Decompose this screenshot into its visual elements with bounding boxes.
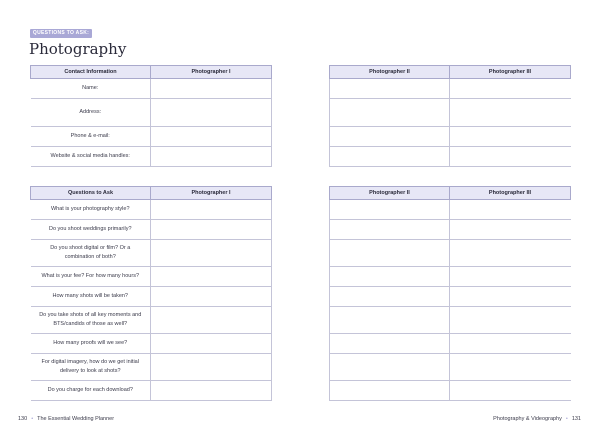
input-cell[interactable] <box>151 99 272 127</box>
input-cell[interactable] <box>151 79 272 99</box>
table-row <box>330 220 571 240</box>
input-cell[interactable] <box>330 381 450 401</box>
table-row <box>31 200 272 220</box>
question-label: For digital imagery, how do we get initial delivery to look at shots? <box>31 354 151 381</box>
table-header-row <box>330 187 571 200</box>
table-row <box>31 240 272 267</box>
column-header-photographer-1: Photographer I <box>151 66 272 79</box>
question-label: Do you take shots of all key moments and BTS/candids of those as well? <box>31 307 151 334</box>
row-label-phone-email: Phone & e-mail: <box>31 127 151 147</box>
questions-table-right <box>329 186 571 401</box>
question-label: What is your photography style? <box>31 200 151 220</box>
book-title: The Essential Wedding Planner <box>37 416 115 422</box>
table-row <box>31 307 272 334</box>
table-row <box>330 147 571 167</box>
input-cell[interactable] <box>450 307 571 334</box>
table-row <box>330 79 571 99</box>
table-row <box>31 220 272 240</box>
input-cell[interactable] <box>330 127 450 147</box>
input-cell[interactable] <box>450 381 571 401</box>
table-header-row <box>31 187 272 200</box>
input-cell[interactable] <box>330 287 450 307</box>
table-row <box>31 334 272 354</box>
column-header-photographer-2: Photographer II <box>330 66 450 79</box>
section-tag: QUESTIONS TO ASK: <box>30 29 92 38</box>
input-cell[interactable] <box>330 79 450 99</box>
input-cell[interactable] <box>151 307 272 334</box>
input-cell[interactable] <box>450 287 571 307</box>
input-cell[interactable] <box>450 99 571 127</box>
table-row <box>31 99 272 127</box>
table-row <box>31 354 272 381</box>
input-cell[interactable] <box>330 99 450 127</box>
table-header-row <box>31 66 272 79</box>
table-row <box>330 354 571 381</box>
input-cell[interactable] <box>450 127 571 147</box>
input-cell[interactable] <box>151 127 272 147</box>
input-cell[interactable] <box>450 334 571 354</box>
column-header-photographer-2: Photographer II <box>330 187 450 200</box>
question-label: How many proofs will we see? <box>31 334 151 354</box>
question-label: What is your fee? For how many hours? <box>31 267 151 287</box>
table-row <box>31 287 272 307</box>
separator-dot: • <box>565 416 568 422</box>
table-row <box>330 381 571 401</box>
table-row <box>31 127 272 147</box>
column-header-contact-information: Contact Information <box>31 66 151 79</box>
input-cell[interactable] <box>330 240 450 267</box>
input-cell[interactable] <box>450 147 571 167</box>
chapter-title: Photography & Videography <box>493 416 562 422</box>
input-cell[interactable] <box>450 200 571 220</box>
input-cell[interactable] <box>151 381 272 401</box>
input-cell[interactable] <box>151 334 272 354</box>
input-cell[interactable] <box>151 240 272 267</box>
input-cell[interactable] <box>151 267 272 287</box>
row-label-address: Address: <box>31 99 151 127</box>
input-cell[interactable] <box>330 334 450 354</box>
input-cell[interactable] <box>450 79 571 99</box>
page-title: Photography <box>29 40 127 58</box>
question-label: Do you shoot digital or film? Or a combination of both? <box>31 240 151 267</box>
question-label: Do you charge for each download? <box>31 381 151 401</box>
row-label-website: Website & social media handles: <box>31 147 151 167</box>
table-row <box>31 147 272 167</box>
input-cell[interactable] <box>330 307 450 334</box>
input-cell[interactable] <box>330 267 450 287</box>
table-row <box>31 79 272 99</box>
row-label-name: Name: <box>31 79 151 99</box>
table-row <box>330 99 571 127</box>
table-row <box>330 334 571 354</box>
table-row <box>31 381 272 401</box>
page-number-right: 131 <box>571 416 581 422</box>
table-row <box>330 287 571 307</box>
input-cell[interactable] <box>151 200 272 220</box>
table-row <box>31 267 272 287</box>
input-cell[interactable] <box>151 147 272 167</box>
table-row <box>330 240 571 267</box>
column-header-photographer-1: Photographer I <box>151 187 272 200</box>
separator-dot: • <box>31 416 34 422</box>
input-cell[interactable] <box>330 147 450 167</box>
footer-right <box>493 416 581 422</box>
table-header-row <box>330 66 571 79</box>
question-label: Do you shoot weddings primarily? <box>31 220 151 240</box>
input-cell[interactable] <box>151 354 272 381</box>
input-cell[interactable] <box>151 287 272 307</box>
table-row <box>330 127 571 147</box>
page-number-left: 130 <box>18 416 28 422</box>
table-row <box>330 267 571 287</box>
input-cell[interactable] <box>330 200 450 220</box>
input-cell[interactable] <box>450 267 571 287</box>
column-header-questions-to-ask: Questions to Ask <box>31 187 151 200</box>
column-header-photographer-3: Photographer III <box>450 187 571 200</box>
question-label: How many shots will be taken? <box>31 287 151 307</box>
contact-table-left <box>30 65 272 167</box>
input-cell[interactable] <box>450 354 571 381</box>
column-header-photographer-3: Photographer III <box>450 66 571 79</box>
contact-table-right <box>329 65 571 167</box>
table-row <box>330 200 571 220</box>
input-cell[interactable] <box>330 354 450 381</box>
input-cell[interactable] <box>151 220 272 240</box>
footer-left <box>18 416 114 422</box>
input-cell[interactable] <box>330 220 450 240</box>
input-cell[interactable] <box>450 220 571 240</box>
table-row <box>330 307 571 334</box>
questions-table-left <box>30 186 272 401</box>
input-cell[interactable] <box>450 240 571 267</box>
